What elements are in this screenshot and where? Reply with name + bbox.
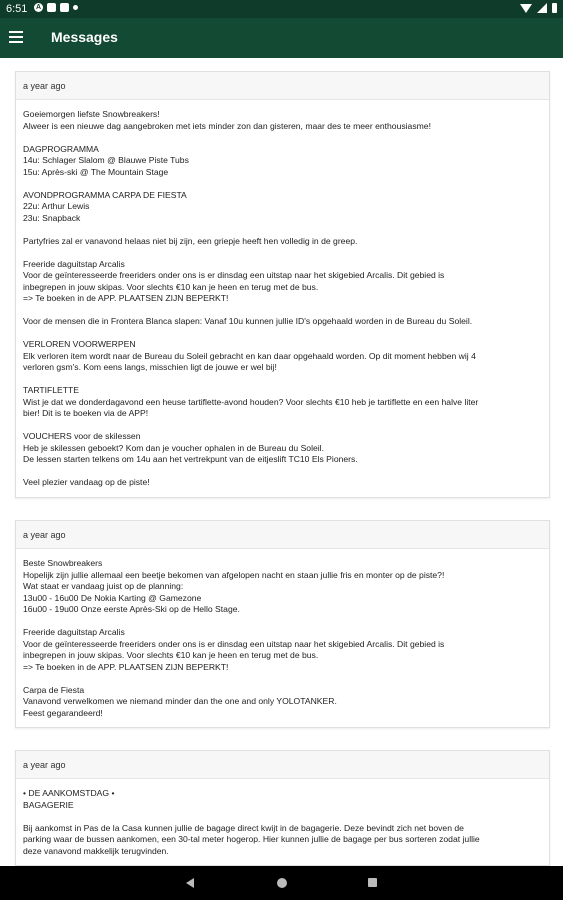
- message-line: 15u: Après-ski @ The Mountain Stage: [23, 166, 169, 177]
- message-paragraph: [23, 477, 542, 489]
- message-line: Freeride daguitstap Arcalis: [23, 627, 125, 637]
- message-line: inbegrepen in jouw skipas. Voor slechts €10 kan je heen en terug met de bus.: [23, 281, 319, 292]
- message-line: Beste Snowbreakers: [23, 558, 103, 568]
- message-paragraph: [23, 431, 542, 466]
- message-line: Goeiemorgen liefste Snowbreakers!: [23, 109, 160, 119]
- battery-icon: [552, 3, 557, 13]
- sim-icon: [47, 3, 56, 12]
- message-line: De lessen starten telkens om 14u aan het vertrekpunt van de eitjeslift TC10 Els Pioners.: [23, 454, 358, 464]
- message-paragraph: [23, 190, 542, 225]
- message-paragraph: [23, 144, 542, 179]
- status-time: 6:51: [6, 3, 28, 15]
- status-bar: [0, 0, 563, 18]
- message-line: bier! Dit is te boeken via de APP!: [23, 408, 149, 418]
- app-bar: [0, 18, 563, 58]
- message-paragraph: [23, 788, 542, 811]
- messages-list[interactable]: [0, 58, 563, 866]
- message-line: deze vanavond makkelijk terugvinden.: [23, 845, 169, 856]
- circle-a-icon: A: [35, 4, 42, 11]
- message-line: => Te boeken in de APP. PLAATSEN ZIJN BEPERKT!: [23, 293, 229, 303]
- message-line: 16u00 - 19u00 Onze eerste Après-Ski op de Hello Stage.: [23, 604, 240, 614]
- message-paragraph: [23, 236, 542, 248]
- message-line: Voor de geïnteresseerde freeriders onder ons is er dinsdag een uitstap naar het skigebied Arcalis. Dit gebied is: [23, 638, 445, 649]
- status-system-icons: [520, 3, 557, 13]
- message-line: Alweer is een nieuwe dag aangebroken met iets minder zon dan gisteren, maar des te meer enthousiasme!: [23, 120, 431, 131]
- dot-icon: [73, 5, 78, 10]
- message-line: DAGPROGRAMMA: [23, 143, 99, 154]
- message-paragraph: [23, 627, 542, 673]
- message-paragraph: [23, 259, 542, 305]
- message-paragraph: [23, 685, 542, 720]
- message-line: BAGAGERIE: [23, 799, 74, 810]
- message-line: Wat staat er vandaag juist op de planning:: [23, 581, 184, 591]
- message-line: Bij aankomst in Pas de la Casa kunnen jullie de bagage direct kwijt in de bagagerie. Deze bevindt zich net boven de: [23, 822, 464, 833]
- message-line: Elk verloren item wordt naar de Bureau du Soleil gebracht en kan daar opgehaald worden. Op dit moment hebben wij 4: [23, 350, 476, 361]
- message-line: Carpa de Fiesta: [23, 684, 85, 695]
- message-line: Veel plezier vandaag op de piste!: [23, 477, 150, 487]
- message-body: [16, 549, 549, 727]
- message-line: 13u00 - 16u00 De Nokia Karting @ Gamezone: [23, 592, 202, 603]
- message-line: TARTIFLETTE: [23, 385, 80, 395]
- message-card: [15, 750, 550, 866]
- message-paragraph: [23, 385, 542, 420]
- message-paragraph: [23, 823, 542, 858]
- message-line: Heb je skilessen geboekt? Kom dan je voucher ophalen in de Bureau du Soleil.: [23, 442, 324, 453]
- message-paragraph: [23, 316, 542, 328]
- status-notification-icons: [34, 3, 78, 12]
- message-line: Voor de geïnteresseerde freeriders onder ons is er dinsdag een uitstap naar het skigebied Arcalis. Dit gebied is: [23, 270, 445, 280]
- message-line: 23u: Snapback: [23, 212, 81, 223]
- message-line: AVONDPROGRAMMA CARPA DE FIESTA: [23, 189, 187, 200]
- message-line: Hopelijk zijn jullie allemaal een beetje bekomen van afgelopen nacht en staan jullie fris en monter op de piste?!: [23, 569, 445, 580]
- signal-icon: [537, 3, 547, 13]
- back-icon[interactable]: [186, 878, 194, 888]
- recents-icon[interactable]: [368, 878, 377, 887]
- navigation-bar: [0, 866, 563, 900]
- message-card: [15, 520, 550, 728]
- message-body: [16, 100, 549, 497]
- wifi-icon: [520, 4, 532, 13]
- message-paragraph: [23, 109, 542, 132]
- message-line: 22u: Arthur Lewis: [23, 201, 90, 211]
- message-timestamp: a year ago: [16, 751, 549, 779]
- message-line: Partyfries zal er vanavond helaas niet bij zijn, een griepje heeft hen volledig in de greep.: [23, 235, 358, 246]
- message-line: Vanavond verwelkomen we niemand minder dan the one and only YOLOTANKER.: [23, 696, 337, 706]
- message-line: Feest gegarandeerd!: [23, 707, 103, 718]
- message-line: VERLOREN VOORWERPEN: [23, 339, 136, 349]
- message-line: • DE AANKOMSTDAG •: [23, 788, 115, 798]
- message-paragraph: [23, 339, 542, 374]
- message-body: [16, 779, 549, 865]
- message-line: 14u: Schlager Slalom @ Blauwe Piste Tubs: [23, 155, 189, 165]
- page-title: Messages: [51, 29, 118, 45]
- message-line: => Te boeken in de APP. PLAATSEN ZIJN BEPERKT!: [23, 661, 229, 672]
- message-line: inbegrepen in jouw skipas. Voor slechts €10 kan je heen en terug met de bus.: [23, 650, 319, 660]
- menu-icon[interactable]: [9, 31, 23, 43]
- message-timestamp: a year ago: [16, 521, 549, 549]
- message-line: parking waar de bussen aankomen, een 30-tal meter hogerop. Hier kunnen jullie de bagage per bus sorteren zodat jullie: [23, 834, 480, 844]
- message-paragraph: [23, 558, 542, 616]
- message-timestamp: a year ago: [16, 72, 549, 100]
- clipboard-icon: [60, 3, 69, 12]
- home-icon[interactable]: [277, 878, 287, 888]
- message-line: Freeride daguitstap Arcalis: [23, 258, 125, 269]
- message-line: Voor de mensen die in Frontera Blanca slapen: Vanaf 10u kunnen jullie ID's opgehaald worden in de Bureau du Soleil.: [23, 316, 473, 326]
- message-line: VOUCHERS voor de skilessen: [23, 431, 141, 441]
- message-line: verloren gsm's. Kom eens langs, misschien ligt de jouwe er wel bij!: [23, 362, 277, 372]
- message-line: Wist je dat we donderdagavond een heuse tartiflette-avond houden? Voor slechts €10 heb je tartiflette en een halve liter: [23, 396, 479, 407]
- message-card: [15, 71, 550, 498]
